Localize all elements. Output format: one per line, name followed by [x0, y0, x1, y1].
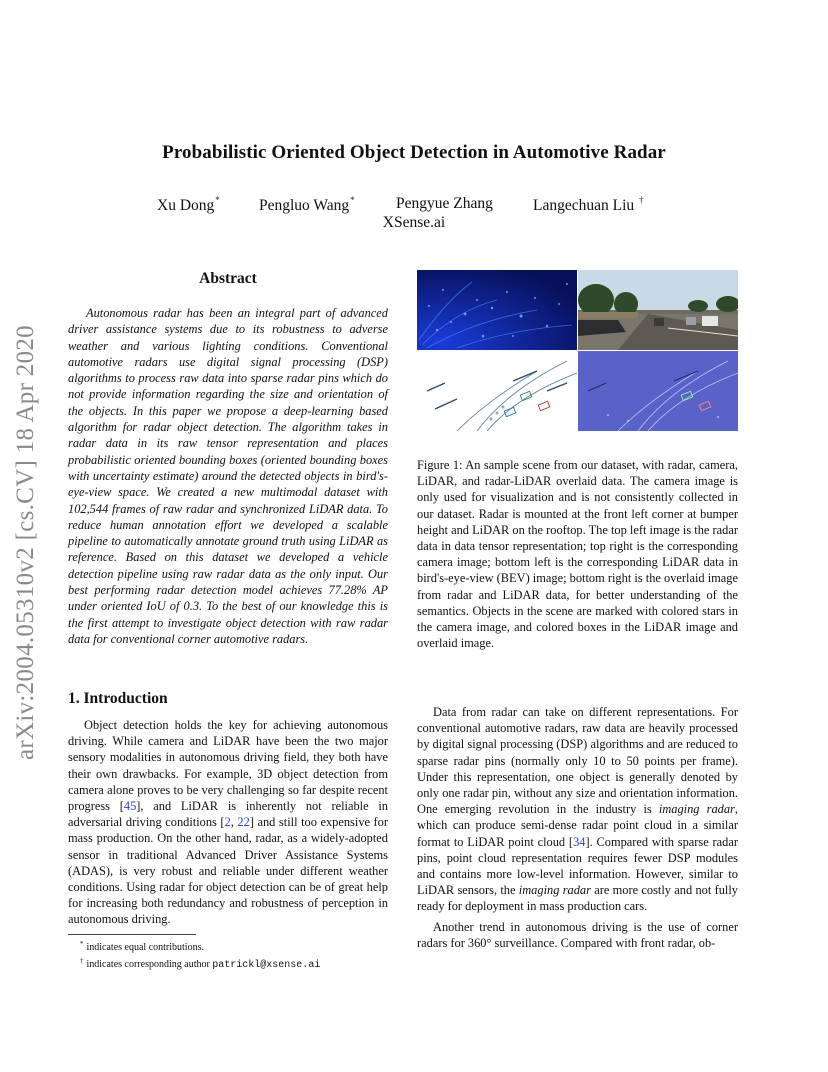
author-2: Pengluo Wang*: [259, 195, 355, 214]
author-4: Langechuan Liu †: [533, 195, 644, 214]
abstract-heading: Abstract: [199, 270, 257, 287]
footnote-divider: [68, 934, 196, 935]
introduction-body: [68, 717, 388, 928]
arxiv-stamp: arXiv:2004.05310v2 [cs.CV] 18 Apr 2020: [12, 325, 39, 760]
lidar-bev-image: [417, 351, 577, 431]
author-1: Xu Dong*: [157, 195, 220, 214]
right-paragraph-1: Data from radar can take on different representations. For conventional automotive radars, raw data are heavily processed by digital signal processing (DSP) algorithms and are reduced to sparse radar pins (normally only 10 to 50 points per frame). Under this representation, one object is generally denoted by only one radar pin, without any size and orientation information. One emerging revolution in the industry is imaging radar, which can produce semi-dense radar point cloud in a similar format to LiDAR point cloud [34]. Compared with sparse radar pins, point cloud representation requires fewer DSP modules and contains more low-level information. However, similar to LiDAR sensors, the imaging radar are more costly and not fully ready for deployment in mass production cars.: [417, 705, 739, 914]
author-email[interactable]: patrickl@xsense.ai: [212, 959, 321, 971]
affiliation: XSense.ai: [382, 214, 446, 231]
intro-paragraph: Object detection holds the key for achieving autonomous driving. While camera and LiDAR have been the two major sensory modalities in autonomous driving field, they both have their own drawbacks. For example, 3D object detection from camera alone proves to be very challenging so far despite recent progress [45], and LiDAR is inherently not reliable in adversarial driving conditions [2, 22] and still too expensive for mass production. On the other hand, radar, as a widely-adopted sensor in traditional Advanced Driver Assistance Systems (ADAS), is very robust and reliable under different weather conditions. Using radar for object detection can be of great help for increasing both redundancy and robustness of perception in autonomous driving.: [68, 718, 389, 927]
footnotes: [80, 938, 400, 972]
camera-image: [578, 270, 738, 350]
paper-title: Probabilistic Oriented Object Detection in Automotive Radar: [162, 142, 666, 163]
section-heading-introduction: 1. Introduction: [68, 690, 168, 707]
citation-2[interactable]: 2: [224, 815, 231, 830]
footnote-equal-contribution: * indicates equal contributions.: [80, 940, 204, 953]
right-column-body: [417, 704, 738, 951]
abstract-text: Autonomous radar has been an integral part of advanced driver assistance systems due to its robustness to adverse weather and various lighting conditions. Conventional automotive radars use digital signal processing (DSP) algorithms to process raw data into sparse radar pins which do not provide information regarding the size and orientation of the objects. In this paper we propose a deep-learning based algorithm for radar object detection. The algorithm takes in radar data in its raw tensor representation and places probabilistic oriented bounding boxes (oriented bounding boxes with uncertainty estimate) around the detected objects in bird's-eye-view space. We created a new multimodal dataset with 102,544 frames of raw radar and synchronized LiDAR data. To reduce human annotation effort we developed a scalable pipeline to automatically annotate ground truth using LiDAR as reference. Based on this dataset we developed a vehicle detection pipeline using raw radar data as the only input. Our best performing radar detection model achieves 77.28% AP under oriented IoU of 0.3. To the best of our knowledge this is the first attempt to investigate object detection with raw radar data for conventional corner automotive radars.: [68, 306, 388, 646]
abstract-body: [68, 305, 388, 647]
radar-tensor-image: [417, 270, 577, 350]
figure-1: [417, 270, 738, 432]
citation-45[interactable]: 45: [123, 799, 137, 814]
overlay-image: [578, 351, 738, 431]
author-3: Pengyue Zhang: [396, 195, 493, 212]
citation-34[interactable]: 34: [573, 834, 586, 849]
citation-22[interactable]: 22: [237, 815, 250, 830]
right-paragraph-2: Another trend in autonomous driving is the use of corner radars for 360° surveillance. Compared with front radar, ob-: [417, 919, 738, 950]
figure-1-caption: Figure 1: An sample scene from our dataset, with radar, camera, LiDAR, and radar-LiDAR overlaid data. The camera image is only used for visualization and is not consistently collected in our dataset. Radar is mounted at the front left corner at bumper height and LiDAR on the rooftop. The top left image is the radar data in data tensor representation; top right is the corresponding camera image; bottom left is the corresponding LiDAR data in bird's-eye-view (BEV) image; bottom right is the overlaid image from radar and LiDAR data, for better understanding of the semantics. Objects in the scene are marked with colored stars in the camera image, and colored boxes in the LiDAR image and overlaid image.: [417, 458, 738, 651]
footnote-corresponding-author: † indicates corresponding author patrickl@xsense.ai: [80, 956, 321, 971]
